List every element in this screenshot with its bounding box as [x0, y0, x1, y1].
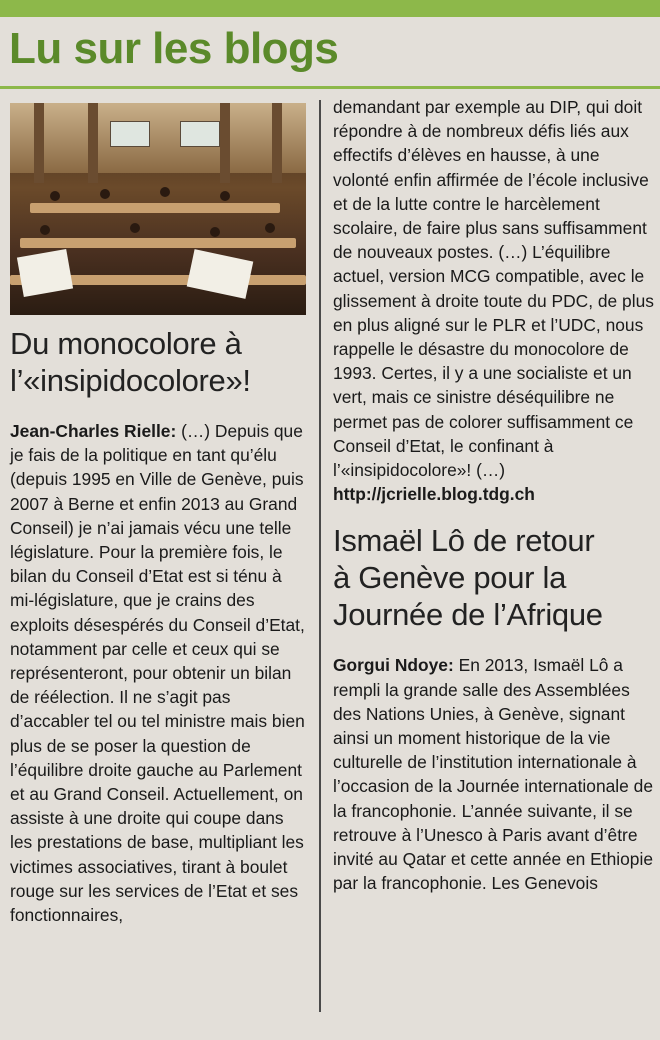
- article1-body-left: [10, 419, 310, 927]
- section-rule: [0, 86, 660, 89]
- article2-title: Ismaël Lô de retour à Genève pour la Journée de l’Afrique: [333, 523, 603, 633]
- article1-text-right: demandant par exemple au DIP, qui doit répondre à de nombreux défis liés aux effectifs d’élèves en hausse, à une volonté enfin affirmée de l’école inclusive et de la lutte contre le harcèlement scolaire, de faire plus sans suffisamment de nouveaux postes. (…) L’équilibre actuel, version MCG compatible, avec le glissement à droite toute du PDC, de plus en plus aligné sur le PLR et l’UDC, nous rappelle le désastre du monocolore de 1993. Certes, il y a une socialiste et un vert, mais ce sinistre déséquilibre ne permet pas de colorer suffisamment ce Conseil d’Etat, le confinant à l’«insipidocolore»! (…): [333, 97, 654, 481]
- left-column: [10, 103, 310, 927]
- blog-link[interactable]: http://jcrielle.blog.tdg.ch: [333, 484, 535, 505]
- article2-author: Gorgui Ndoye:: [333, 655, 454, 676]
- column-divider: [319, 100, 321, 1012]
- section-title: Lu sur les blogs: [9, 24, 339, 73]
- article2-text: En 2013, Ismaël Lô a rempli la grande salle des Assemblées des Nations Unies, à Genève, signant ainsi un moment historique de la vie culturelle de l’institution internationale à l’occasion de la Journée internationale de la francophonie. L’année suivante, il se retrouve à l’Unesco à Paris avant d’être invité au Qatar et cette année en Ethiopie par la francophonie. Les Genevois: [333, 655, 654, 894]
- article1-author: Jean-Charles Rielle:: [10, 421, 177, 441]
- article1-title: Du monocolore à l’«insipidocolore»!: [10, 326, 251, 398]
- top-color-bar: [0, 0, 660, 17]
- article2-body: [333, 653, 655, 895]
- parliament-photo: [10, 103, 306, 315]
- right-column: [333, 95, 655, 895]
- article1-text-left: (…) Depuis que je fais de la politique en tant qu’élu (depuis 1995 en Ville de Genève, puis 2007 à Berne et enfin 2013 au Grand Conseil) je n’ai jamais vécu une telle législature. Pour la première fois, le bilan du Conseil d’Etat est si ténu à mi-législature, que je crains des exploits désespérés du Conseil d’Etat, notamment par celle et ceux qui se représenteront, pour obtenir un bilan de réélection. Il ne s’agit pas d’accabler tel ou tel ministre mais bien plus de se poser la question de l’équilibre droite gauche au Parlement et au Grand Conseil. Actuellement, on assiste à une droite qui coupe dans les prestations de base, multipliant les victimes associatives, tirant à boulet rouge sur les services de l’Etat et ses fonctionnaires,: [10, 421, 305, 926]
- article1-body-right: [333, 95, 655, 482]
